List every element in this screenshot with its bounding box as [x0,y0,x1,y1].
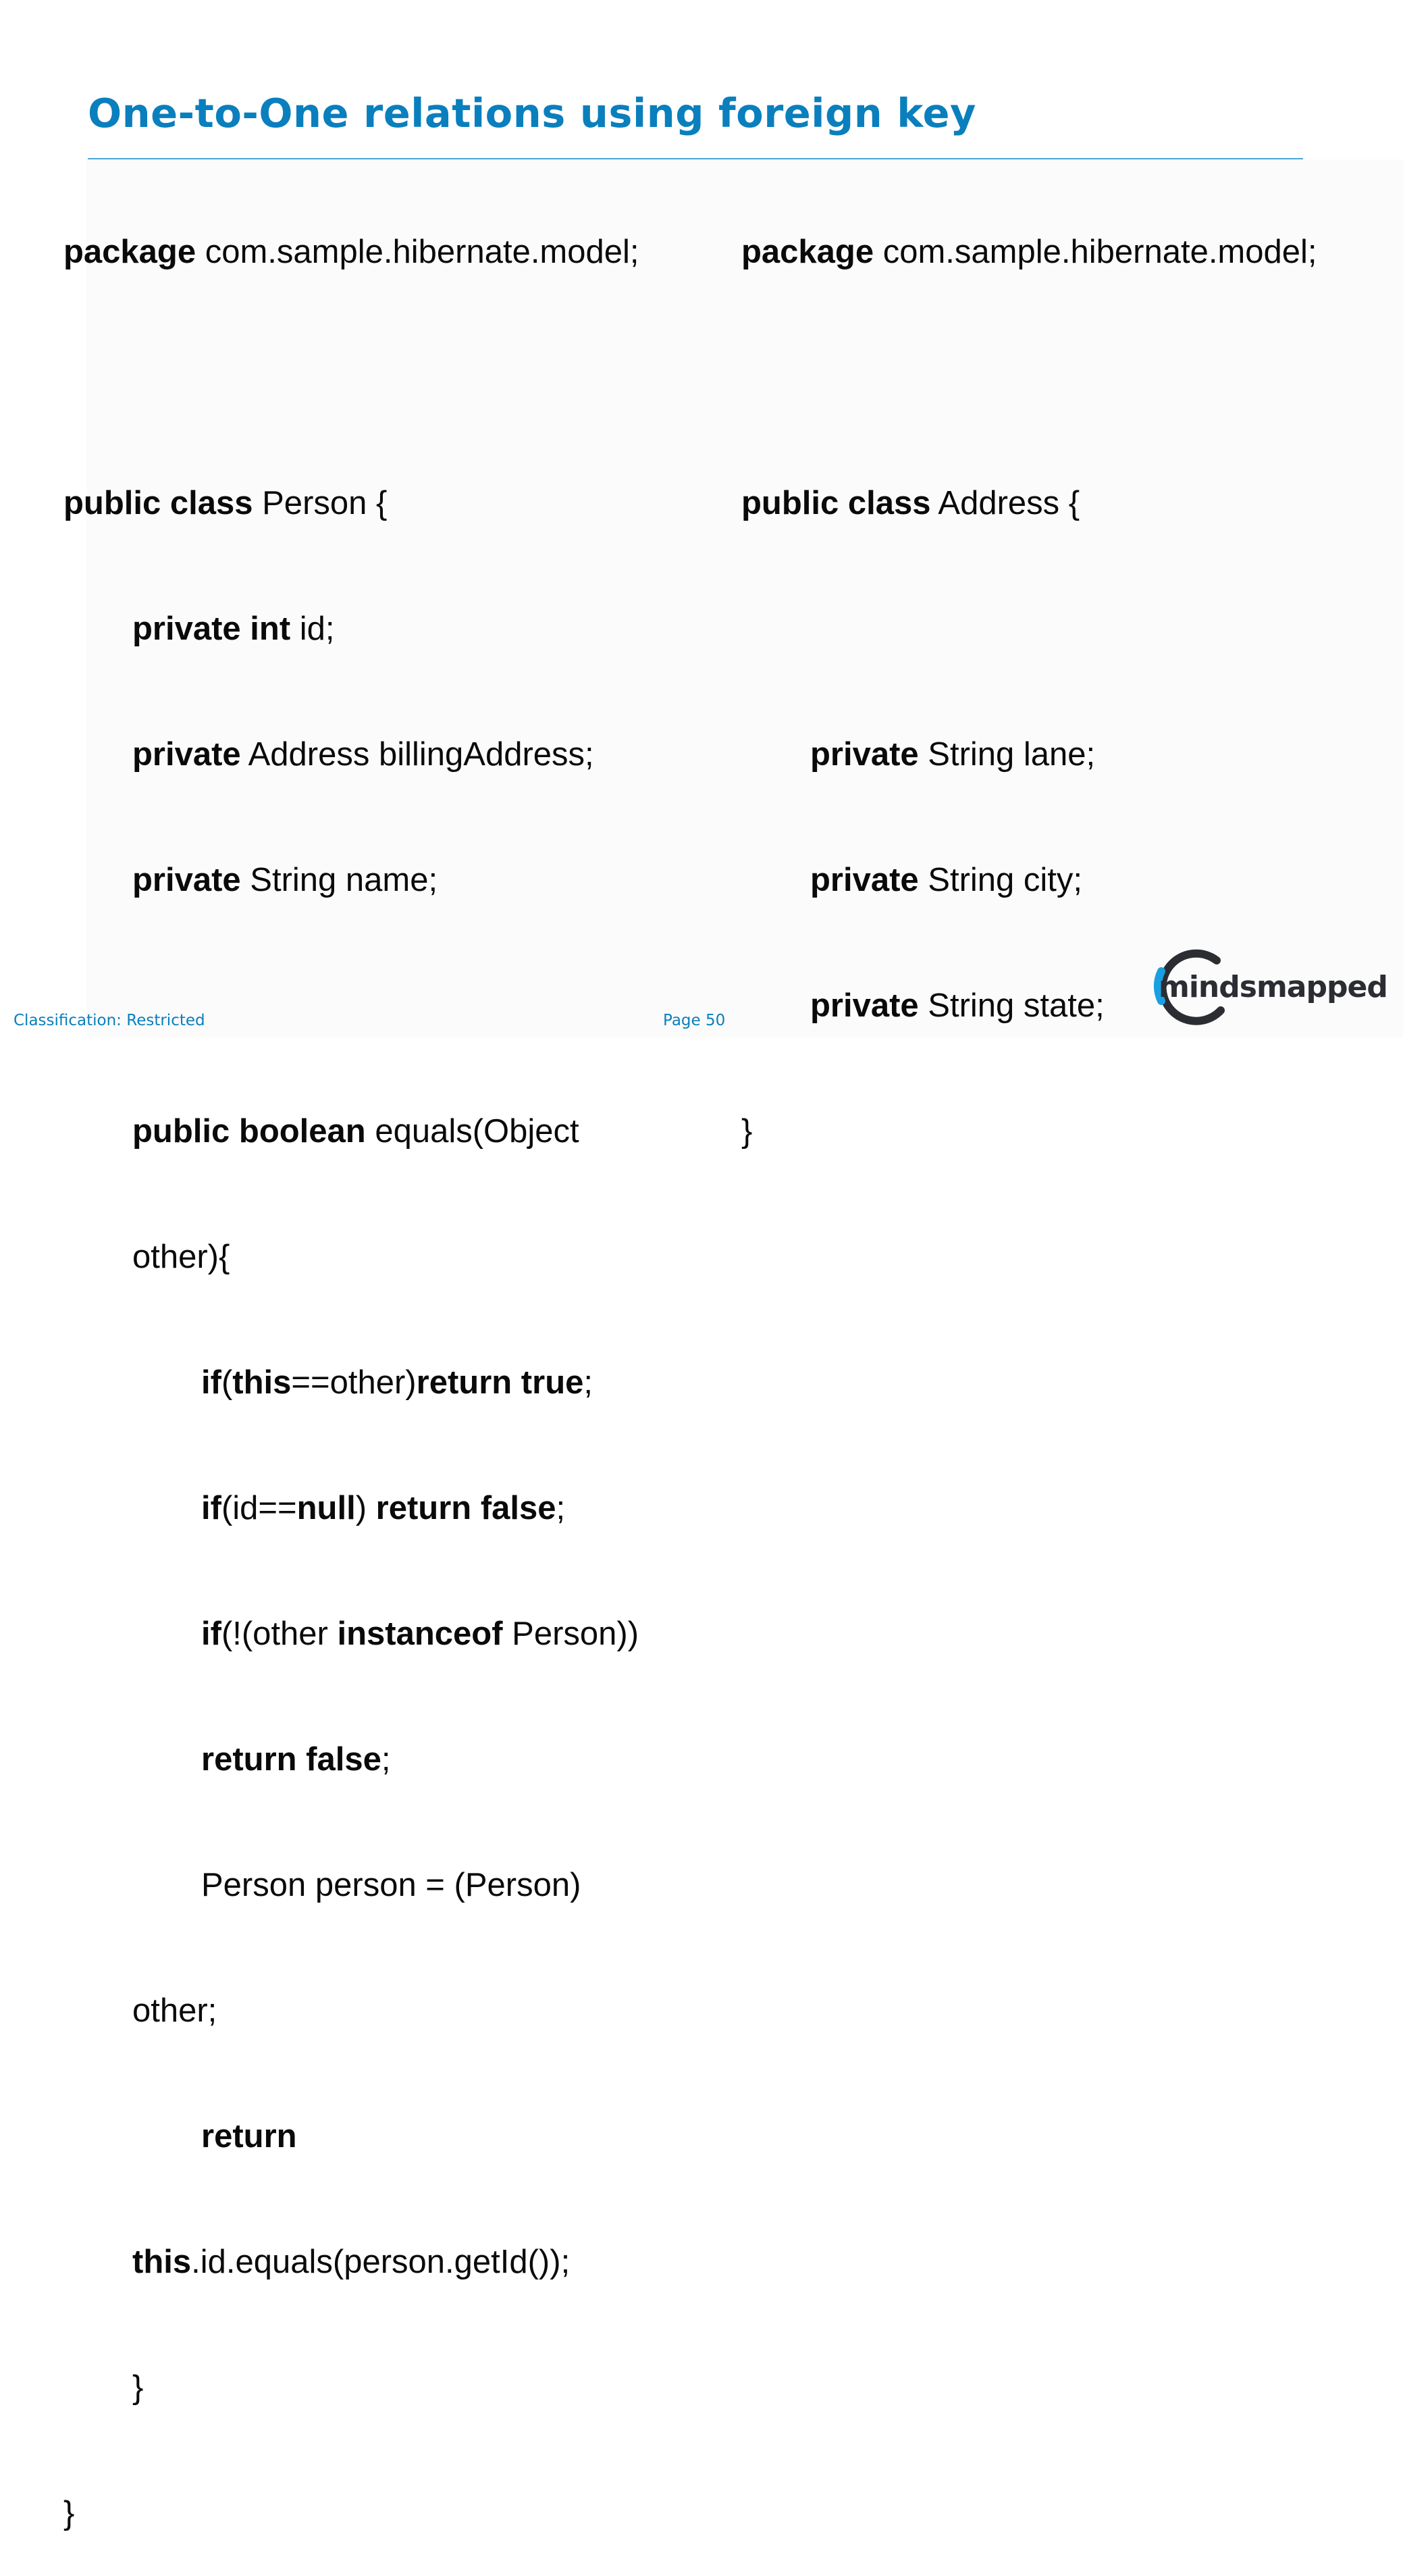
code-text: String city; [918,862,1083,898]
keyword: public class [63,485,253,521]
code-line [63,2367,639,2408]
keyword: private [810,736,919,773]
code-text: other){ [132,1239,230,1275]
keyword: if [201,1490,221,1526]
code-line [741,733,1317,775]
code-line [741,482,1317,524]
classification-label: Classification: Restricted [14,1012,205,1029]
keyword: public class [741,485,931,521]
blank-line [63,357,639,398]
keyword: public boolean [132,1113,366,1150]
keyword: return false [201,1741,381,1778]
keyword: instanceof [337,1616,503,1652]
code-line [63,859,639,901]
code-line [741,1110,1317,1152]
code-line [63,1362,639,1403]
code-line [63,2115,639,2157]
code-text: (!(other [221,1616,338,1652]
keyword: private [810,862,919,898]
code-text: Person { [253,485,388,521]
code-text: ; [583,1364,593,1401]
code-text: String lane; [918,736,1096,773]
code-text: Address billingAddress; [240,736,594,773]
code-text: other; [132,1992,217,2029]
code-text: } [132,2369,144,2406]
logo-wordmark: mindsmapped [1159,970,1387,1004]
slide-title: One-to-One relations using foreign key [88,90,976,136]
keyword: null [296,1490,356,1526]
code-text: Person person = (Person) [201,1867,581,1903]
code-line [63,1110,639,1152]
code-line [63,2492,639,2534]
code-text: ==other) [291,1364,417,1401]
code-text: ; [381,1741,391,1778]
keyword: this [132,2244,192,2280]
code-text: ; [556,1490,566,1526]
code-text: equals(Object [365,1113,579,1150]
person-class-code [63,147,639,2576]
address-class-code [741,147,1317,1194]
code-line [63,1864,639,1906]
keyword: return true [416,1364,584,1401]
code-text: String state; [918,987,1105,1024]
code-text: ) [355,1490,376,1526]
blank-line [741,608,1317,650]
keyword: private [132,736,241,773]
code-text: com.sample.hibernate.model; [196,234,639,270]
code-line [63,2241,639,2283]
code-line [63,1738,639,1780]
code-text: .id.equals(person.getId()); [191,2244,571,2280]
keyword: if [201,1364,221,1401]
code-line [63,733,639,775]
code-text: String name; [240,862,438,898]
keyword: private [810,987,919,1024]
code-text: (id== [221,1490,297,1526]
keyword: return [201,2118,297,2155]
code-line [741,231,1317,273]
code-line [63,1613,639,1655]
code-line [63,1487,639,1529]
code-text: id; [290,611,335,647]
keyword: this [232,1364,292,1401]
code-line [63,231,639,273]
code-line [63,482,639,524]
page-number: Page 50 [663,1012,726,1029]
keyword: if [201,1616,221,1652]
code-line [63,608,639,650]
code-text: Person)) [502,1616,639,1652]
keyword: private [132,862,241,898]
blank-line [741,357,1317,398]
keyword: private int [132,611,291,647]
code-text: Address { [930,485,1080,521]
mindsmapped-logo [1141,946,1387,1027]
keyword: package [741,234,874,270]
keyword: package [63,234,196,270]
code-line [741,859,1317,901]
code-text: com.sample.hibernate.model; [874,234,1317,270]
code-line [63,1990,639,2032]
code-text: } [741,1113,753,1150]
code-line [63,1236,639,1278]
keyword: return false [375,1490,556,1526]
code-text: ( [221,1364,233,1401]
code-text: } [63,2495,75,2531]
